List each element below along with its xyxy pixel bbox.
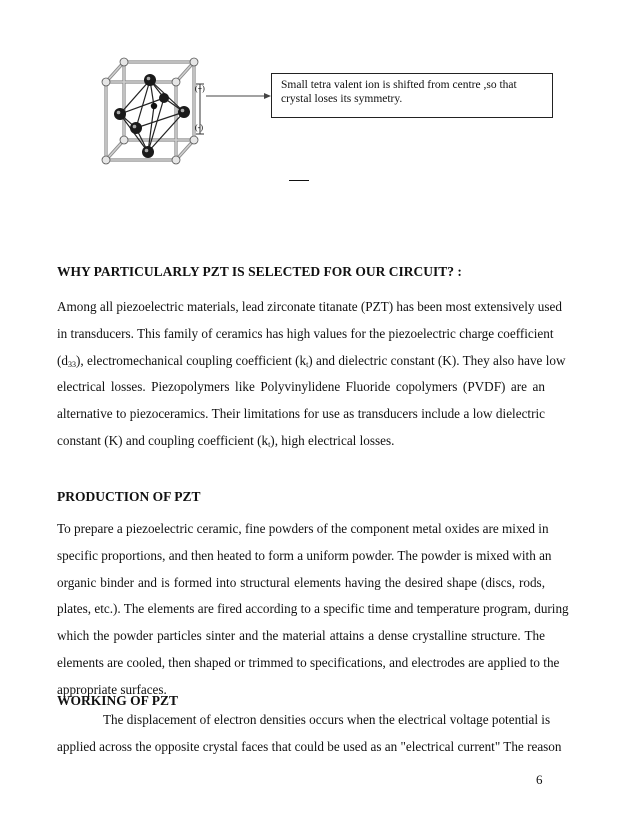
plus-polarity-label: (+) [195, 84, 205, 93]
production-paragraph [57, 516, 569, 704]
text-line: electrical losses. Piezopolymers like Polyvinylidene Fluoride copolymers (PVDF) are an [57, 379, 545, 395]
production-heading: PRODUCTION OF PZT [57, 489, 201, 504]
text-line: plates, etc.). The elements are fired according to a specific time and temperature program, during [57, 601, 569, 617]
central-ion [151, 103, 157, 109]
why-pzt-heading: WHY PARTICULARLY PZT IS SELECTED FOR OUR CIRCUIT? : [57, 264, 462, 279]
text-line: constant (K) and coupling coefficient $(k_t)$, high electrical losses. [57, 432, 395, 449]
text-line: $(d_{33})$, electromechanical coupling coefficient $(k_t)$ and dielectric constant (K). They also have low [57, 352, 566, 369]
working-paragraph [57, 707, 562, 761]
text-line: To prepare a piezoelectric ceramic, fine powders of the component metal oxides are mixed in [57, 521, 549, 536]
why-pzt-paragraph [57, 294, 566, 455]
text-line: appropriate surfaces. [57, 681, 167, 697]
callout-line: Small tetra valent ion is shifted from centre ,so that [281, 79, 517, 91]
text-line: organic binder and is formed into structural elements having the desired shape (discs, rods, [57, 574, 545, 590]
text-line: applied across the opposite crystal faces that could be used as an "electrical current" The reason [57, 738, 562, 754]
page-number: 6 [536, 772, 543, 787]
text-line: in transducers. This family of ceramics has high values for the piezoelectric charge coefficient [57, 325, 554, 341]
working-heading: WORKING OF PZT [57, 693, 179, 708]
short-rule [289, 180, 309, 181]
text-line: alternative to piezoceramics. Their limitations for use as transducers include a low dielectric [57, 406, 545, 422]
text-line: which the powder particles sinter and the material attains a dense crystalline structure. The [57, 628, 545, 644]
text-line: The displacement of electron densities occurs when the electrical voltage potential is [103, 712, 551, 727]
text-line: elements are cooled, then shaped or trimmed to specifications, and electrodes are applied to the [57, 654, 560, 670]
crystal-structure-figure [98, 52, 272, 182]
callout-box [271, 73, 553, 118]
callout-line: crystal loses its symmetry. [281, 93, 403, 105]
text-line: specific proportions, and then heated to form a uniform powder. The powder is mixed with an [57, 547, 552, 563]
minus-polarity-label: (-) [195, 123, 203, 132]
text-line: Among all piezoelectric materials, lead zirconate titanate (PZT) has been most extensively used [57, 299, 562, 314]
